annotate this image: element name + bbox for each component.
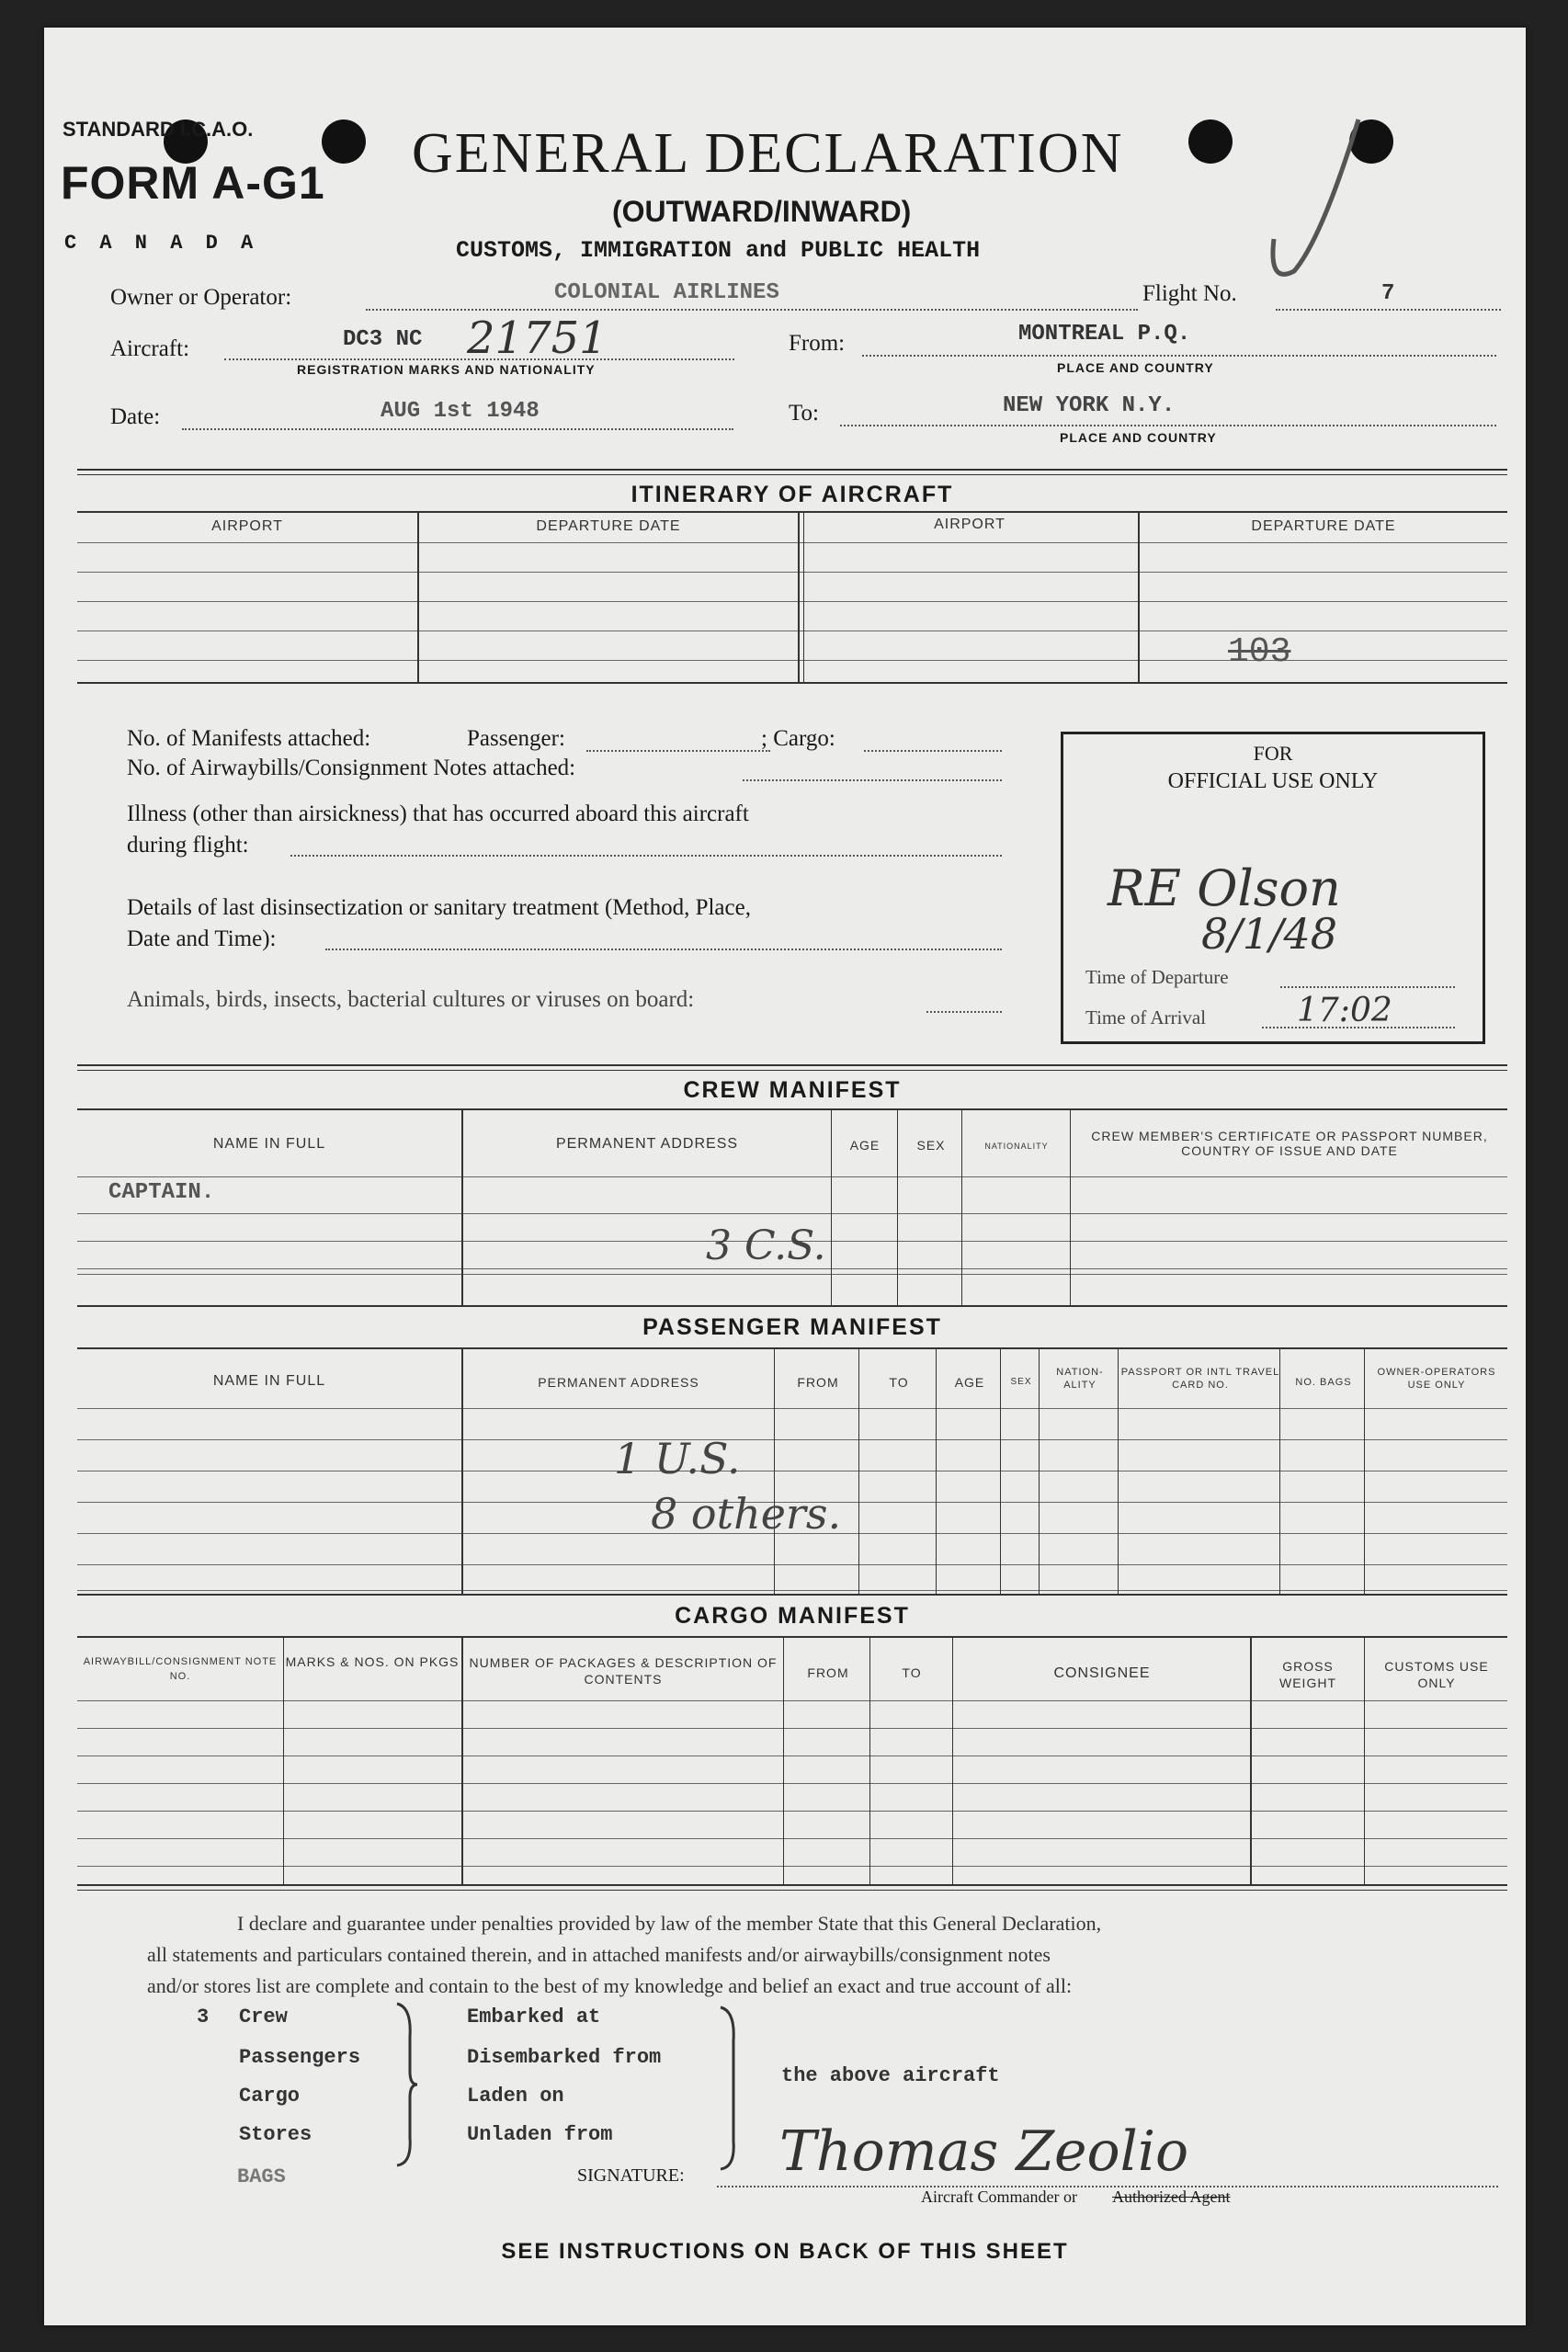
col-line [1118,1347,1119,1594]
instructions-footer: SEE INSTRUCTIONS ON BACK OF THIS SHEET [501,2239,1069,2264]
col-line [961,1108,962,1305]
cargo-col-marks: MARKS & NOS. ON PKGS [285,1654,460,1669]
declaration-item-bags: BAGS [237,2165,286,2188]
col-line [783,1636,784,1884]
cargo-count-label: ; Cargo: [761,726,835,751]
from-line [862,355,1496,357]
passenger-col-address: PERMANENT ADDRESS [538,1375,699,1390]
disinsect-label-2: Date and Time): [127,926,277,951]
rule [77,1594,1507,1596]
illness-line [290,855,1002,857]
aircraft-number: 21751 [467,312,608,364]
form-label: FORM A-G1 [61,157,325,209]
rule [77,1305,1507,1307]
cargo-col-from: FROM [807,1665,849,1680]
rule [77,1070,1507,1071]
from-label: From: [789,331,846,356]
col-line [831,1108,832,1305]
from-value: MONTREAL P.Q. [1018,322,1191,347]
official-date: 8/1/48 [1201,909,1338,959]
col-line [858,1347,859,1594]
cargo-col-weight: GROSS WEIGHT [1279,1659,1336,1690]
itinerary-col-departure-2: DEPARTURE DATE [1251,518,1396,534]
registration-caption: REGISTRATION MARKS AND NATIONALITY [297,362,596,377]
passenger-note-2: 8 others. [651,1489,842,1539]
cargo-col-consignee: CONSIGNEE [1053,1665,1151,1681]
passenger-count-line [586,750,770,752]
col-line [1070,1108,1071,1305]
crew-note: 3 C.S. [706,1222,826,1269]
disinsect-line [325,949,1002,950]
rule [77,1347,1507,1349]
owner-label: Owner or Operator: [110,285,292,310]
flight-value: 7 [1381,281,1395,306]
col-line [803,511,804,682]
owner-line [366,309,1138,311]
country-label: C A N A D A [64,232,259,255]
cargo-col-packages: NUMBER OF PACKAGES & DESCRIPTION OF CONTENTS [469,1655,778,1687]
passenger-count-label: Passenger: [467,726,565,751]
disinsect-label-1: Details of last disinsectization or sanitary treatment (Method, Place, [127,895,751,920]
rule [77,1064,1507,1066]
row-line [77,601,1507,602]
form-subtitle: (OUTWARD/INWARD) [612,195,912,228]
itinerary-title: ITINERARY OF AIRCRAFT [631,482,954,507]
airwaybills-label: No. of Airwaybills/Consignment Notes attached: [127,756,576,780]
declaration-tail: the above aircraft [781,2064,1000,2087]
declaration-item-passengers: Passengers [239,2046,361,2069]
cargo-col-customs: CUSTOMS USE ONLY [1384,1659,1489,1690]
crew-col-nationality: NATIONALITY [984,1142,1049,1151]
crew-col-age: AGE [849,1138,881,1153]
itinerary-col-departure: DEPARTURE DATE [536,518,681,534]
action-disembarked: Disembarked from [467,2046,662,2069]
punch-hole [1188,119,1233,164]
row-line [77,1728,1507,1729]
row-line [77,1838,1507,1839]
commander-label: Aircraft Commander or [921,2187,1077,2206]
itinerary-col-airport-2: AIRPORT [934,517,1006,532]
left-brace [392,2000,419,2169]
row-line [77,1408,1507,1409]
col-line [461,1347,463,1594]
flight-label: Flight No. [1142,281,1237,306]
crew-title: CREW MANIFEST [683,1077,902,1103]
passenger-col-bags: NO. BAGS [1295,1377,1352,1388]
to-label: To: [789,401,819,426]
passenger-col-passport: PASSPORT OR INTL TRAVEL CARD NO. [1120,1367,1280,1391]
owner-value: COLONIAL AIRLINES [554,280,779,305]
signature-label: SIGNATURE: [577,2165,685,2186]
declaration-item-crew: Crew [239,2005,288,2028]
row-line [77,660,1507,661]
col-line [461,1108,463,1305]
passenger-col-age: AGE [954,1375,985,1390]
cargo-title: CARGO MANIFEST [675,1603,910,1629]
declaration-sheet [44,28,1526,2325]
rule [77,1636,1507,1638]
to-value: NEW YORK N.Y. [1003,393,1176,418]
passenger-title: PASSENGER MANIFEST [642,1314,942,1340]
rule [77,1108,1507,1110]
cargo-col-airwaybill: AIRWAYBILL/CONSIGNMENT NOTE NO. [83,1656,278,1682]
col-line [936,1347,937,1594]
official-signature: RE Olson [1108,859,1341,917]
official-use-box [1061,732,1485,1044]
declaration-line-2: all statements and particulars contained therein, and in attached manifests and/or airwaybills/consignment notes [147,1943,1051,1966]
department-label: CUSTOMS, IMMIGRATION and PUBLIC HEALTH [456,237,981,264]
manifests-label: No. of Manifests attached: [127,726,371,751]
col-line [1039,1347,1040,1594]
rule [77,511,1507,513]
from-caption: PLACE AND COUNTRY [1057,360,1214,375]
col-line [283,1636,284,1884]
col-line [774,1347,775,1594]
passenger-col-from: FROM [797,1375,839,1390]
action-unladen: Unladen from [467,2123,613,2146]
airwaybills-line [743,779,1002,781]
crew-col-sex: SEX [916,1138,946,1153]
row-line [77,572,1507,573]
punch-hole [322,119,366,164]
col-line [461,1636,463,1884]
row-line [77,1755,1507,1756]
declaration-line-3: and/or stores list are complete and contain to the best of my knowledge and belief an exact and true account of all: [147,1974,1073,1997]
cargo-col-to: TO [902,1665,922,1680]
illness-label-2: during flight: [127,833,249,858]
col-line [1250,1636,1252,1884]
official-for-label: FOR [1253,742,1293,765]
passenger-col-owner: OWNER-OPERATORS USE ONLY [1377,1367,1496,1391]
itinerary-col-airport: AIRPORT [211,518,283,534]
row-line [77,1274,1507,1275]
rule [77,474,1507,475]
crew-count: 3 [197,2005,210,2028]
declaration-item-cargo: Cargo [239,2085,301,2108]
departure-time-label: Time of Departure [1085,966,1229,988]
aircraft-value: DC3 NC [343,327,423,352]
row-line [77,1439,1507,1440]
form-title: GENERAL DECLARATION [412,122,1124,185]
rule [77,469,1507,471]
col-line [1000,1347,1001,1594]
col-line [897,1108,898,1305]
authorized-agent-label: Authorized Agent [1112,2187,1231,2206]
passenger-col-to: TO [889,1375,909,1390]
row-line [77,1564,1507,1565]
rule [77,1884,1507,1886]
signature-line [717,2186,1498,2187]
official-use-label: OFFICIAL USE ONLY [1167,769,1379,793]
row-line [77,1811,1507,1812]
action-laden: Laden on [467,2085,564,2108]
crew-col-address: PERMANENT ADDRESS [555,1136,739,1152]
to-caption: PLACE AND COUNTRY [1060,430,1217,445]
right-brace [717,2004,744,2173]
col-line [952,1636,953,1884]
col-line [869,1636,870,1884]
illness-label-1: Illness (other than airsickness) that has occurred aboard this aircraft [127,801,749,826]
commander-signature: Thomas Zeolio [779,2119,1189,2184]
passenger-col-name: NAME IN FULL [212,1373,326,1389]
date-value: AUG 1st 1948 [381,399,540,424]
animals-label: Animals, birds, insects, bacterial cultures or viruses on board: [127,987,695,1012]
to-line [840,425,1496,426]
col-line [1364,1636,1365,1884]
arrival-time-label: Time of Arrival [1085,1006,1207,1028]
cargo-count-line [864,750,1002,752]
declaration-line-1: I declare and guarantee under penalties provided by law of the member State that this General Declaration, [237,1912,1102,1935]
crew-col-certificate: CREW MEMBER'S CERTIFICATE OR PASSPORT NUMBER, COUNTRY OF ISSUE AND DATE [1091,1129,1488,1158]
animals-line [926,1011,1002,1013]
rule [77,1890,1507,1891]
action-embarked: Embarked at [467,2005,601,2028]
aircraft-label: Aircraft: [110,336,190,361]
row-line [77,1590,1507,1591]
row-line [77,1866,1507,1867]
check-mark-icon [1267,110,1368,294]
row-line [77,1783,1507,1784]
arrival-time-value: 17:02 [1297,992,1392,1029]
crew-row-name: CAPTAIN. [108,1180,215,1205]
col-line [1138,511,1140,682]
col-line [1364,1347,1365,1594]
col-line [1279,1347,1280,1594]
date-label: Date: [110,404,161,429]
row-line [77,1700,1507,1701]
col-line [417,511,419,682]
passenger-col-sex: SEX [1010,1377,1032,1387]
passenger-note-1: 1 U.S. [614,1434,741,1483]
crew-col-name: NAME IN FULL [212,1136,326,1152]
flight-line [1276,309,1501,311]
row-line [77,1213,1507,1214]
date-line [182,428,733,430]
standard-label: STANDARD I.C.A.O. [62,118,254,141]
row-line [77,542,1507,543]
row-line [77,1176,1507,1177]
rule [77,682,1507,684]
passenger-col-nationality: NATION-ALITY [1056,1367,1104,1391]
declaration-item-stores: Stores [239,2123,312,2146]
itinerary-stamp: 103 [1228,632,1291,672]
col-line [798,511,800,682]
departure-time-line [1280,986,1455,988]
